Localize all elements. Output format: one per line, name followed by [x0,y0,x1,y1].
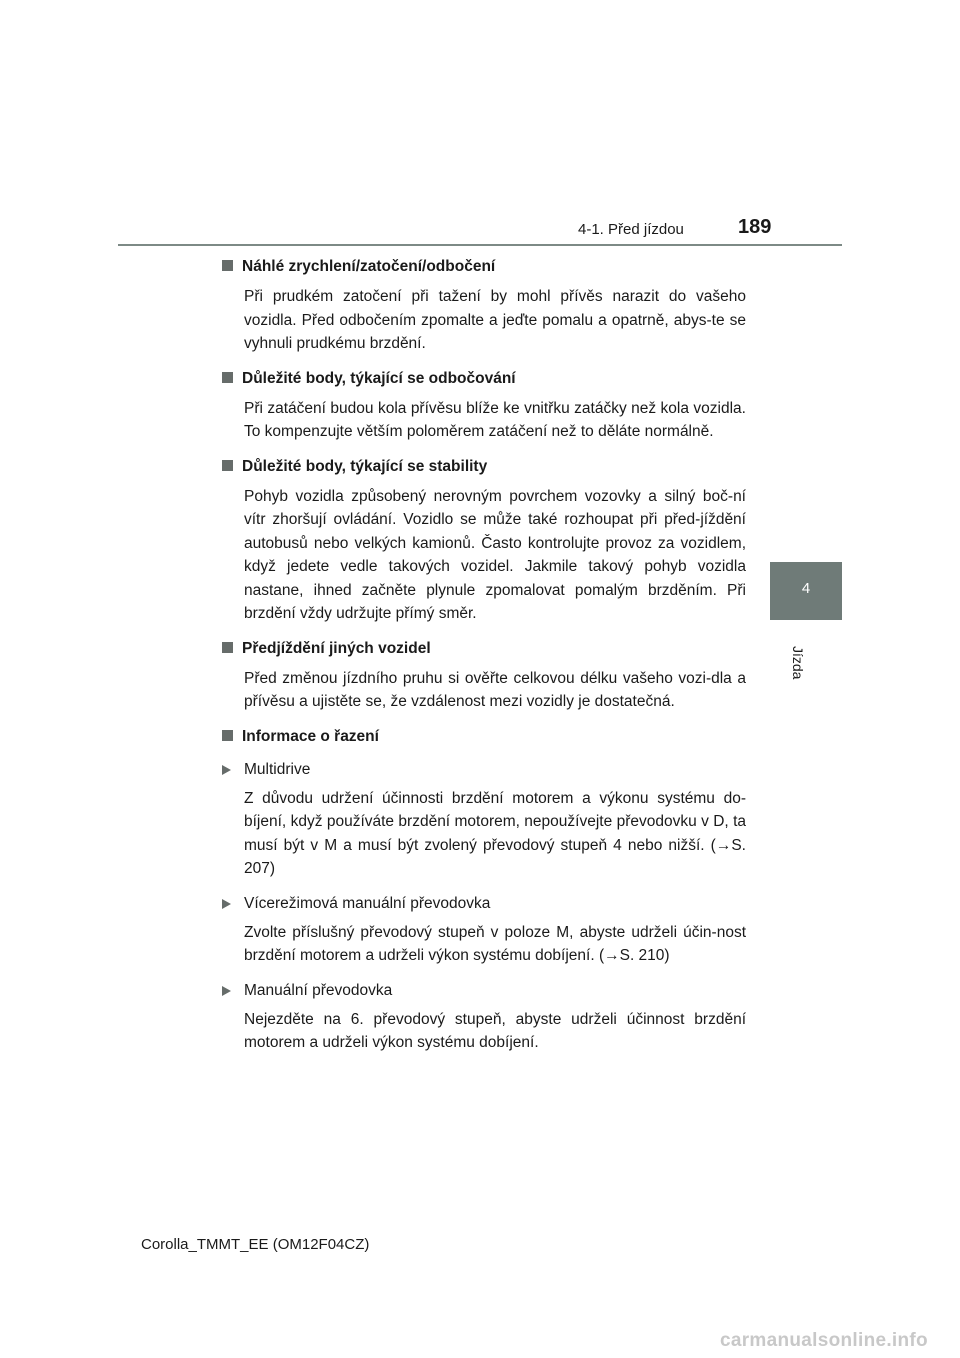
section-heading-text: Předjíždění jiných vozidel [242,639,431,657]
section-sudden-turn [222,252,746,356]
triangle-bullet-icon [222,765,231,775]
section-turning [222,364,746,444]
sub-item-manual [222,976,746,1008]
section-heading [222,722,746,755]
square-bullet-icon [222,642,233,653]
header-divider [118,244,842,246]
section-heading [222,634,746,667]
section-heading-text: Důležité body, týkající se odbočování [242,369,516,387]
section-paragraph: Před změnou jízdního pruhu si ověřte celkovou délku vašeho vozi-dla a přívěsu a ujistěte se, že vzdálenost mezi vozidly je dostatečná. [244,669,746,710]
page-content [222,252,746,1063]
sub-item-title: Manuální převodovka [244,981,393,999]
square-bullet-icon [222,372,233,383]
section-stability [222,452,746,626]
section-paragraph: Pohyb vozidla způsobený nerovným povrchem vozovky a silný boč-ní vítr zhoršují ovládání. Vozidlo se může také rozhoupat při před-jíždění autobusů nebo velkých kamionů. Často kontrolujte provoz za vozidlem, když jedete vedle takových vozidel. Jakmile takový pohyb vozidla nastane, ihned začněte plynule zpomalovat pomalým brzděním. Při brzdění vždy udržujte přímý směr. [244,487,746,622]
sub-item-paragraph: Z důvodu udržení účinnosti brzdění motorem a výkonu systému do-bíjení, když používáte brzdění motorem, nepoužívejte převodovku v D, ta musí být v M a musí být zvolený převodový stupeň 4 nebo nižší. (→S. 207) [244,789,746,877]
page-number: 189 [738,216,772,238]
sub-item-title: Multidrive [244,760,311,778]
footer-document-id: Corolla_TMMT_EE (OM12F04CZ) [141,1236,370,1253]
square-bullet-icon [222,260,233,271]
square-bullet-icon [222,460,233,471]
triangle-bullet-icon [222,899,231,909]
sub-item-paragraph: Nejezděte na 6. převodový stupeň, abyste udrželi účinnost brzdění motorem a udrželi výkon systému dobíjení. [244,1010,746,1051]
chapter-tab[interactable] [770,562,842,620]
section-heading [222,364,746,397]
triangle-bullet-icon [222,986,231,996]
watermark: carmanualsonline.info [720,1330,928,1351]
sub-item-multidrive [222,755,746,787]
section-heading-text: Informace o řazení [242,727,379,745]
sub-item-paragraph: Zvolte příslušný převodový stupeň v poloze M, abyste udrželi účin-nost brzdění motorem a udrželi výkon systému dobíjení. (→S. 210) [244,923,746,964]
section-heading [222,252,746,285]
section-paragraph: Při zatáčení budou kola přívěsu blíže ke vnitřku zatáčky než kola vozidla. To kompenzujte větším poloměrem zatáčení než to děláte normálně. [244,399,746,440]
section-heading-text: Náhlé zrychlení/zatočení/odbočení [242,258,496,275]
section-heading-text: Důležité body, týkající se stability [242,457,488,475]
sub-item-multimode-manual [222,889,746,921]
section-overtaking [222,634,746,714]
section-shifting [222,722,746,1055]
sub-item-title: Vícerežimová manuální převodovka [244,894,491,912]
square-bullet-icon [222,730,233,741]
section-heading [222,452,746,485]
section-paragraph: Při prudkém zatočení při tažení by mohl přívěs narazit do vašeho vozidla. Před odbočením zpomalte a jeďte pomalu a opatrně, abys-te se vyhnuli prudkému brzdění. [244,288,746,352]
running-header-section: 4-1. Před jízdou [578,221,684,238]
chapter-label: Jízda [790,646,806,680]
chapter-number: 4 [801,580,811,597]
